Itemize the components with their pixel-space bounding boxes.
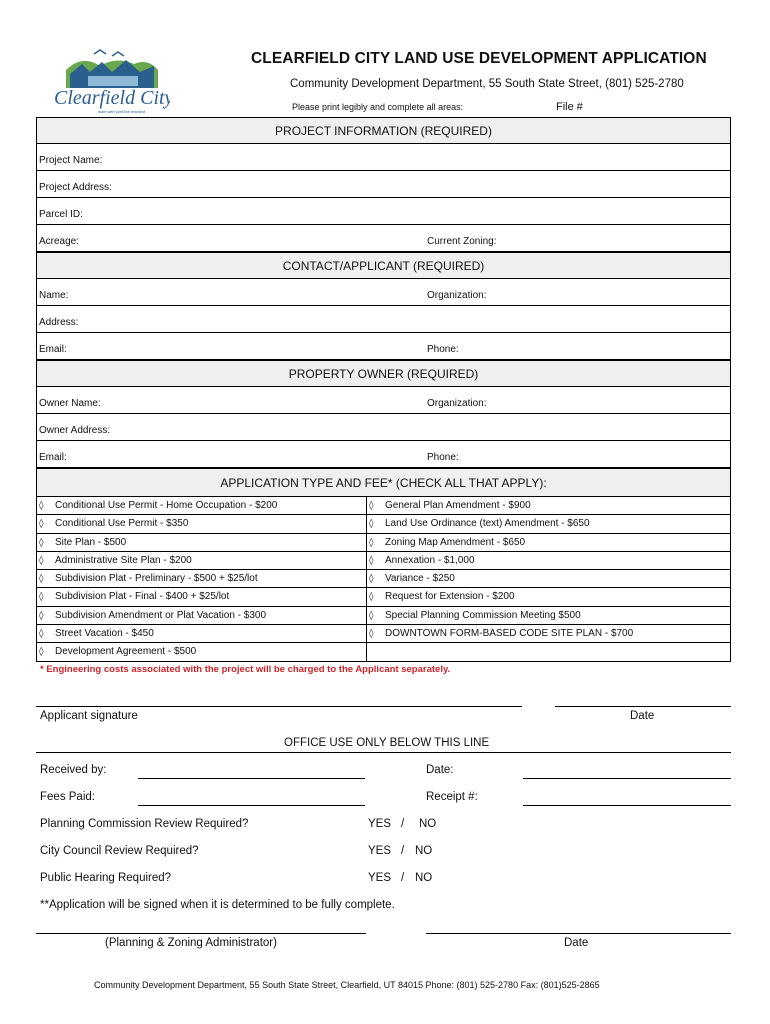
option-empty-cell <box>367 643 730 661</box>
option-zoning-map-amendment[interactable]: ◊ Zoning Map Amendment - $650 <box>367 534 730 552</box>
owner-name-field[interactable] <box>37 387 730 414</box>
option-conditional-use-permit[interactable]: ◊ Conditional Use Permit - $350 <box>37 515 367 533</box>
office-date-line[interactable] <box>523 778 731 779</box>
fees-paid-line[interactable] <box>138 805 365 806</box>
public-hearing-separator: / <box>401 872 405 884</box>
clearfield-city-logo <box>48 46 170 116</box>
owner-organization-label: Organization: <box>427 398 487 409</box>
office-use-heading: OFFICE USE ONLY BELOW THIS LINE <box>284 737 490 749</box>
checkbox-diamond-icon[interactable]: ◊ <box>39 519 44 530</box>
planning-review-label: Planning Commission Review Required? <box>40 818 249 830</box>
public-hearing-yes[interactable]: YES <box>368 872 392 884</box>
project-info-heading: PROJECT INFORMATION (REQUIRED) <box>37 117 730 144</box>
option-subdivision-final[interactable]: ◊ Subdivision Plat - Final - $400 + $25/lot <box>37 588 367 606</box>
engineering-costs-note: * Engineering costs associated with the project will be charged to the Applicant separately. <box>40 664 451 675</box>
received-by-label: Received by: <box>40 764 107 776</box>
current-zoning-label: Current Zoning: <box>427 236 497 247</box>
project-address-label: Project Address: <box>39 182 112 193</box>
application-form <box>36 117 731 662</box>
receipt-line[interactable] <box>523 805 731 806</box>
option-subdivision-preliminary[interactable]: ◊ Subdivision Plat - Preliminary - $500 + $25/lot <box>37 570 367 588</box>
council-review-no[interactable]: NO <box>415 845 433 857</box>
parcel-id-label: Parcel ID: <box>39 209 83 220</box>
project-address-field[interactable] <box>37 171 730 198</box>
application-options <box>37 497 730 662</box>
checkbox-diamond-icon[interactable]: ◊ <box>369 537 374 548</box>
option-downtown-form-based-code[interactable]: ◊ DOWNTOWN FORM-BASED CODE SITE PLAN - $700 <box>367 625 730 643</box>
owner-heading: PROPERTY OWNER (REQUIRED) <box>37 360 730 387</box>
administrator-label: (Planning & Zoning Administrator) <box>105 937 277 949</box>
contact-email-label: Email: <box>39 344 67 355</box>
checkbox-diamond-icon[interactable]: ◊ <box>39 647 44 658</box>
receipt-label: Receipt #: <box>426 791 478 803</box>
office-use-divider <box>36 752 731 753</box>
checkbox-diamond-icon[interactable]: ◊ <box>39 574 44 585</box>
option-development-agreement[interactable]: ◊ Development Agreement - $500 <box>37 643 367 661</box>
logo-tagline: want with joint the resident <box>98 109 146 114</box>
logo-text: Clearfield City <box>54 87 170 109</box>
contact-name-field[interactable] <box>37 279 730 306</box>
council-review-label: City Council Review Required? <box>40 845 199 857</box>
checkbox-diamond-icon[interactable]: ◊ <box>369 610 374 621</box>
checkbox-diamond-icon[interactable]: ◊ <box>39 629 44 640</box>
checkbox-diamond-icon[interactable]: ◊ <box>369 555 374 566</box>
contact-name-label: Name: <box>39 290 69 301</box>
checkbox-diamond-icon[interactable]: ◊ <box>39 592 44 603</box>
option-variance[interactable]: ◊ Variance - $250 <box>367 570 730 588</box>
option-annexation[interactable]: ◊ Annexation - $1,000 <box>367 552 730 570</box>
project-name-field[interactable] <box>37 144 730 171</box>
administrator-date-line[interactable] <box>426 933 731 934</box>
planning-review-separator: / <box>401 818 405 830</box>
council-review-yes[interactable]: YES <box>368 845 392 857</box>
instructions: Please print legibly and complete all areas: <box>292 102 464 112</box>
checkbox-diamond-icon[interactable]: ◊ <box>369 574 374 585</box>
received-by-line[interactable] <box>138 778 365 779</box>
owner-name-label: Owner Name: <box>39 398 101 409</box>
planning-review-no[interactable]: NO <box>419 818 437 830</box>
applicant-signature-line[interactable] <box>36 706 522 707</box>
checkbox-diamond-icon[interactable]: ◊ <box>39 537 44 548</box>
option-special-planning-meeting[interactable]: ◊ Special Planning Commission Meeting $500 <box>367 607 730 625</box>
applicant-date-line[interactable] <box>555 706 731 707</box>
contact-organization-label: Organization: <box>427 290 487 301</box>
option-administrative-site-plan[interactable]: ◊ Administrative Site Plan - $200 <box>37 552 367 570</box>
applicant-date-label: Date <box>630 710 655 722</box>
checkbox-diamond-icon[interactable]: ◊ <box>369 501 374 511</box>
public-hearing-label: Public Hearing Required? <box>40 872 172 884</box>
page-title: CLEARFIELD CITY LAND USE DEVELOPMENT APPLICATION <box>251 50 707 67</box>
council-review-separator: / <box>401 845 405 857</box>
contact-email-field[interactable] <box>37 333 730 360</box>
checkbox-diamond-icon[interactable]: ◊ <box>369 592 374 603</box>
contact-address-field[interactable] <box>37 306 730 333</box>
complete-application-note: **Application will be signed when it is determined to be fully complete. <box>40 899 395 911</box>
checkbox-diamond-icon[interactable]: ◊ <box>39 610 44 621</box>
contact-phone-label: Phone: <box>427 344 459 355</box>
page-footer: Community Development Department, 55 South State Street, Clearfield, UT 84015 Phone: (801) 525-2780 Fax: (801)525-2865 <box>94 980 600 990</box>
contact-address-label: Address: <box>39 317 79 328</box>
planning-review-yes[interactable]: YES <box>368 818 392 830</box>
public-hearing-no[interactable]: NO <box>415 872 433 884</box>
administrator-date-label: Date <box>564 937 589 949</box>
owner-email-label: Email: <box>39 452 67 463</box>
owner-email-field[interactable] <box>37 441 730 468</box>
parcel-id-field[interactable] <box>37 198 730 225</box>
administrator-signature-line[interactable] <box>36 933 366 934</box>
acreage-label: Acreage: <box>39 236 80 247</box>
project-name-label: Project Name: <box>39 155 103 166</box>
owner-phone-label: Phone: <box>427 452 459 463</box>
option-general-plan-amendment[interactable]: ◊ General Plan Amendment - $900 <box>367 497 730 515</box>
acreage-zoning-field[interactable] <box>37 225 730 252</box>
checkbox-diamond-icon[interactable]: ◊ <box>39 555 44 566</box>
checkbox-diamond-icon[interactable]: ◊ <box>369 519 374 530</box>
application-type-heading: APPLICATION TYPE AND FEE* (CHECK ALL THAT APPLY): <box>37 468 730 497</box>
option-land-use-ordinance-amendment[interactable]: ◊ Land Use Ordinance (text) Amendment - $650 <box>367 515 730 533</box>
owner-address-label: Owner Address: <box>39 425 111 436</box>
checkbox-diamond-icon[interactable]: ◊ <box>39 501 44 511</box>
contact-heading: CONTACT/APPLICANT (REQUIRED) <box>37 252 730 279</box>
file-number-label: File # <box>556 101 583 113</box>
option-site-plan[interactable]: ◊ Site Plan - $500 <box>37 534 367 552</box>
option-street-vacation[interactable]: ◊ Street Vacation - $450 <box>37 625 367 643</box>
option-request-for-extension[interactable]: ◊ Request for Extension - $200 <box>367 588 730 606</box>
office-date-label: Date: <box>426 764 454 776</box>
department-address: Community Development Department, 55 South State Street, (801) 525-2780 <box>290 78 684 90</box>
option-conditional-use-home-occupation[interactable]: ◊ Conditional Use Permit - Home Occupation - $200 <box>37 497 367 515</box>
fees-paid-label: Fees Paid: <box>40 791 95 803</box>
checkbox-diamond-icon[interactable]: ◊ <box>369 629 374 640</box>
option-subdivision-amendment[interactable]: ◊ Subdivision Amendment or Plat Vacation - $300 <box>37 607 367 625</box>
owner-address-field[interactable] <box>37 414 730 441</box>
applicant-signature-label: Applicant signature <box>40 710 138 722</box>
